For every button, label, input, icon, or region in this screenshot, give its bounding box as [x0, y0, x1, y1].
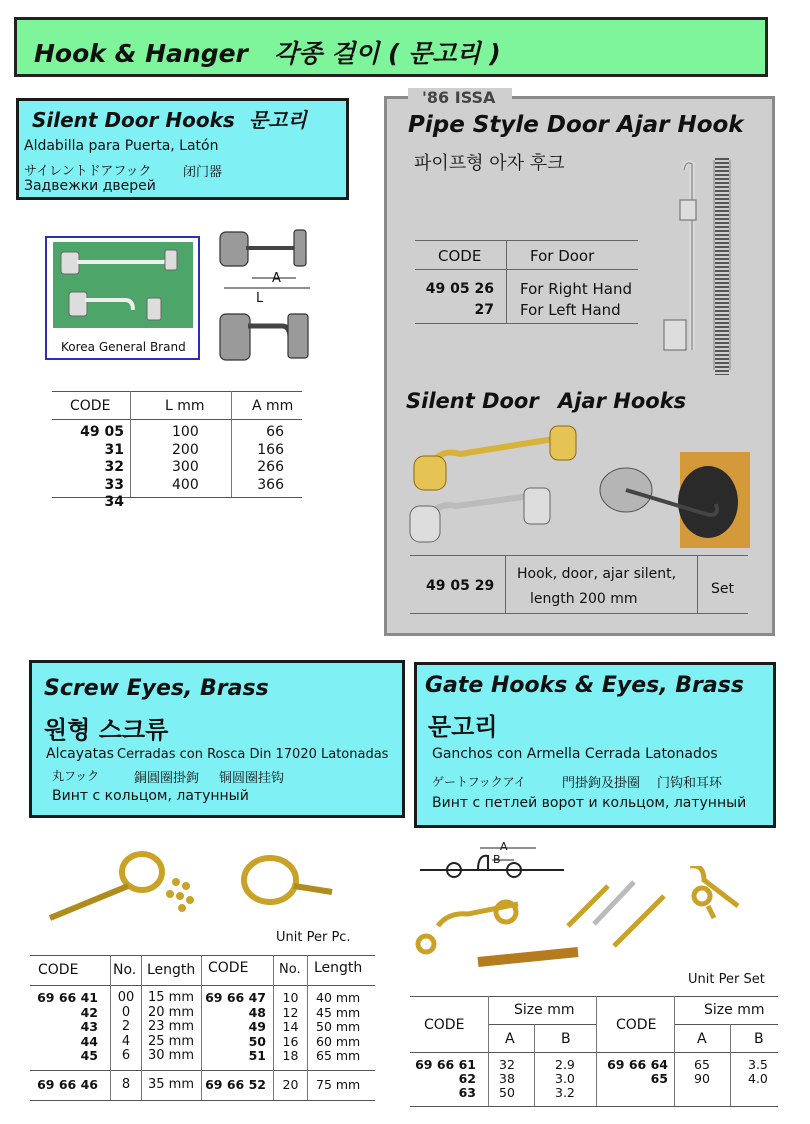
- table-cell: 23 mm: [148, 1019, 195, 1035]
- sdh-code-column: [60, 424, 124, 512]
- table-cell: 49 05 31: [80, 424, 124, 458]
- table-cell: 3.0: [555, 1071, 575, 1086]
- gate-hooks-ru: Винт с петлей ворот и кольцом, латунный: [432, 795, 747, 811]
- table-cell: 20: [282, 1077, 299, 1092]
- table-cell: 48: [248, 1004, 266, 1020]
- ajar-unit: Set: [711, 581, 734, 597]
- ajar-hook-installed-photo: [596, 452, 750, 548]
- gate-dim-b-label: B: [493, 853, 501, 866]
- gate-a-column: [499, 1058, 515, 1100]
- screw-length-column: [148, 991, 194, 1064]
- sdh-header-code: CODE: [70, 398, 111, 414]
- table-cell: 43: [80, 1019, 98, 1035]
- table-cell: 38: [499, 1071, 515, 1086]
- gate-code-column-2: [604, 1058, 668, 1086]
- table-cell: 44: [80, 1033, 98, 1049]
- ajar-code: 49 05 29: [426, 578, 495, 594]
- table-cell: 266: [257, 459, 284, 475]
- sdh-header-a: A mm: [252, 398, 294, 414]
- pipe-code-column: [418, 279, 494, 321]
- screw-no-column: [111, 991, 141, 1064]
- table-cell: 300: [172, 459, 199, 475]
- table-cell: 15 mm: [148, 990, 195, 1005]
- table-cell: 65 mm: [316, 1048, 361, 1064]
- screw-code-column: [32, 991, 98, 1064]
- screw-length-column-2: [316, 991, 360, 1064]
- table-cell: 166: [257, 441, 284, 458]
- table-cell: 69 66 64: [607, 1057, 668, 1072]
- table-cell: 10: [282, 990, 299, 1005]
- table-cell: 8: [121, 1077, 131, 1092]
- silent-door-hooks-cn: 闭门器: [183, 165, 223, 180]
- screw-eyes-photo: [34, 846, 334, 930]
- gate-dim-a-label: A: [500, 840, 508, 853]
- table-cell: 42: [80, 1004, 98, 1020]
- table-cell: 69 66 47: [205, 990, 266, 1005]
- pipe-hook-photo: [656, 150, 766, 380]
- table-cell: 200: [172, 441, 199, 458]
- pipe-style-korean: 파이프형 아자 후크: [414, 153, 565, 174]
- table-cell: 34: [104, 494, 124, 510]
- pipe-door-column: [520, 279, 632, 321]
- table-cell: 4.0: [748, 1071, 768, 1086]
- screw-eyes-ru: Винт с кольцом, латунный: [52, 788, 249, 804]
- table-cell: 00: [117, 990, 135, 1005]
- gate-hooks-korean: 문고리: [428, 713, 498, 741]
- gate-sub-a: A: [505, 1031, 515, 1047]
- gate-hooks-jp: ゲートフックアイ: [432, 775, 526, 789]
- table-cell: 2.9: [555, 1057, 575, 1072]
- door-hook-dimension-diagram: [214, 222, 314, 368]
- gate-hooks-unit: Unit Per Set: [688, 972, 765, 987]
- table-cell: 14: [282, 1019, 299, 1035]
- table-cell: 63: [458, 1085, 476, 1100]
- gate-a-column-2: [694, 1058, 710, 1086]
- table-cell: 49: [248, 1019, 266, 1035]
- table-cell: 32: [104, 459, 124, 475]
- table-cell: 16: [282, 1033, 299, 1049]
- gate-sub-b-2: B: [754, 1031, 764, 1047]
- screw-eyes-es-2: Cerradas con Rosca Din 17020 Latonadas: [117, 747, 389, 762]
- gate-sub-a-2: A: [697, 1031, 707, 1047]
- silent-door-hooks-jp: サイレントドアフック: [24, 164, 152, 179]
- table-cell: 45 mm: [316, 1004, 361, 1020]
- gate-sub-b: B: [561, 1031, 571, 1047]
- silent-door-hooks-ru: Задвежки дверей: [24, 178, 156, 194]
- table-cell: 50 mm: [316, 1019, 361, 1035]
- table-cell: 4: [121, 1033, 131, 1049]
- table-cell: 2: [121, 1019, 131, 1035]
- table-cell: 90: [694, 1071, 710, 1086]
- sdh-header-l: L mm: [165, 398, 205, 414]
- ajar-desc-2: length 200 mm: [530, 591, 638, 607]
- table-cell: 50: [499, 1085, 515, 1100]
- dimension-l-label: L: [256, 291, 264, 306]
- table-cell: 49 05 26: [425, 281, 494, 297]
- pipe-header-code: CODE: [438, 247, 482, 265]
- table-cell: 33: [104, 476, 124, 493]
- table-cell: 62: [458, 1071, 476, 1086]
- table-cell: 0: [121, 1004, 131, 1020]
- table-cell: 35 mm: [148, 1077, 195, 1092]
- table-cell: 65: [650, 1071, 668, 1086]
- screw-header-code: CODE: [38, 962, 79, 978]
- sdh-a-column: [248, 424, 284, 494]
- screw-eyes-title: Screw Eyes, Brass: [44, 676, 269, 701]
- table-cell: 30 mm: [148, 1048, 195, 1064]
- silent-door-hooks-es: Aldabilla para Puerta, Latón: [24, 138, 219, 154]
- ajar-hooks-title-2: Ajar Hooks: [558, 389, 687, 413]
- pipe-style-title: Pipe Style Door Ajar Hook: [408, 112, 744, 138]
- table-cell: 75 mm: [316, 1077, 361, 1092]
- gate-b-column-2: [748, 1058, 768, 1086]
- table-cell: 69 66 41: [37, 990, 98, 1005]
- gate-hooks-photo: [408, 866, 782, 982]
- screw-eyes-cn-1: 銅圓圈掛鉤: [134, 771, 200, 786]
- screw-header-code-2: CODE: [208, 960, 249, 976]
- table-cell: 3.5: [748, 1057, 768, 1072]
- table-cell: 12: [282, 1004, 299, 1020]
- dimension-a-label: A: [272, 271, 281, 286]
- gate-hooks-title: Gate Hooks & Eyes, Brass: [425, 673, 744, 698]
- screw-eyes-es-1: Alcayatas: [46, 746, 114, 762]
- ajar-desc-1: Hook, door, ajar silent,: [517, 566, 677, 582]
- silent-door-hooks-title: Silent Door Hooks 문고리: [32, 108, 307, 132]
- screw-header-no: No.: [113, 962, 137, 978]
- table-cell: 100: [172, 424, 199, 440]
- table-cell: 40 mm: [316, 990, 361, 1005]
- page-title: Hook & Hanger 각종 걸이 ( 문고리 ): [34, 39, 501, 68]
- screw-eyes-unit: Unit Per Pc.: [276, 930, 351, 945]
- gate-hooks-es: Ganchos con Armella Cerrada Latonados: [432, 746, 718, 762]
- sdh-l-column: [172, 424, 199, 494]
- table-cell: 25 mm: [148, 1033, 195, 1049]
- screw-header-no-2: No.: [279, 962, 301, 977]
- gate-hooks-cn-2: 门钩和耳环: [657, 776, 723, 791]
- table-cell: 27: [474, 302, 494, 318]
- table-cell: 45: [80, 1048, 98, 1064]
- gate-header-code: CODE: [424, 1017, 465, 1033]
- table-cell: For Right Hand: [520, 280, 632, 298]
- gate-header-code-2: CODE: [616, 1017, 657, 1033]
- gate-header-size-2: Size mm: [704, 1002, 765, 1018]
- pipe-header-for-door: For Door: [530, 247, 595, 265]
- issa-badge: '86 ISSA: [422, 88, 496, 107]
- gate-header-size: Size mm: [514, 1002, 575, 1018]
- ajar-hooks-title-1: Silent Door: [406, 389, 539, 413]
- table-cell: 60 mm: [316, 1033, 361, 1049]
- table-cell: 69 66 61: [415, 1057, 476, 1072]
- table-cell: 69 66 46: [37, 1077, 98, 1092]
- screw-code-column-2: [204, 991, 266, 1064]
- ajar-hooks-photo: [400, 418, 590, 550]
- brass-hook-illustration: [47, 238, 198, 338]
- screw-eyes-korean: 원형 스크류: [44, 716, 169, 744]
- screw-header-length-2: Length: [314, 960, 363, 976]
- table-cell: 18: [282, 1048, 299, 1064]
- table-cell: 6: [121, 1048, 131, 1064]
- korea-brand-photo: [45, 236, 200, 360]
- table-cell: 400: [172, 476, 199, 493]
- table-cell: 51: [248, 1048, 266, 1064]
- table-cell: 32: [499, 1057, 515, 1072]
- table-cell: 3.2: [555, 1085, 575, 1100]
- table-cell: For Left Hand: [520, 301, 621, 319]
- gate-hooks-cn-1: 門掛鉤及掛圈: [562, 776, 641, 791]
- table-cell: 20 mm: [148, 1004, 195, 1020]
- gate-code-column: [414, 1058, 476, 1100]
- screw-header-length: Length: [147, 962, 196, 978]
- screw-eyes-jp: 丸フック: [52, 769, 100, 783]
- table-cell: 65: [694, 1057, 710, 1072]
- table-cell: 50: [248, 1033, 266, 1049]
- table-cell: 366: [257, 476, 284, 493]
- screw-no-column-2: [274, 991, 307, 1064]
- table-cell: 69 66 52: [205, 1077, 266, 1092]
- screw-eyes-cn-2: 铜圆圈挂钩: [219, 771, 285, 786]
- table-cell: 66: [266, 424, 284, 440]
- gate-b-column: [555, 1058, 575, 1100]
- korea-brand-caption: Korea General Brand: [61, 340, 186, 354]
